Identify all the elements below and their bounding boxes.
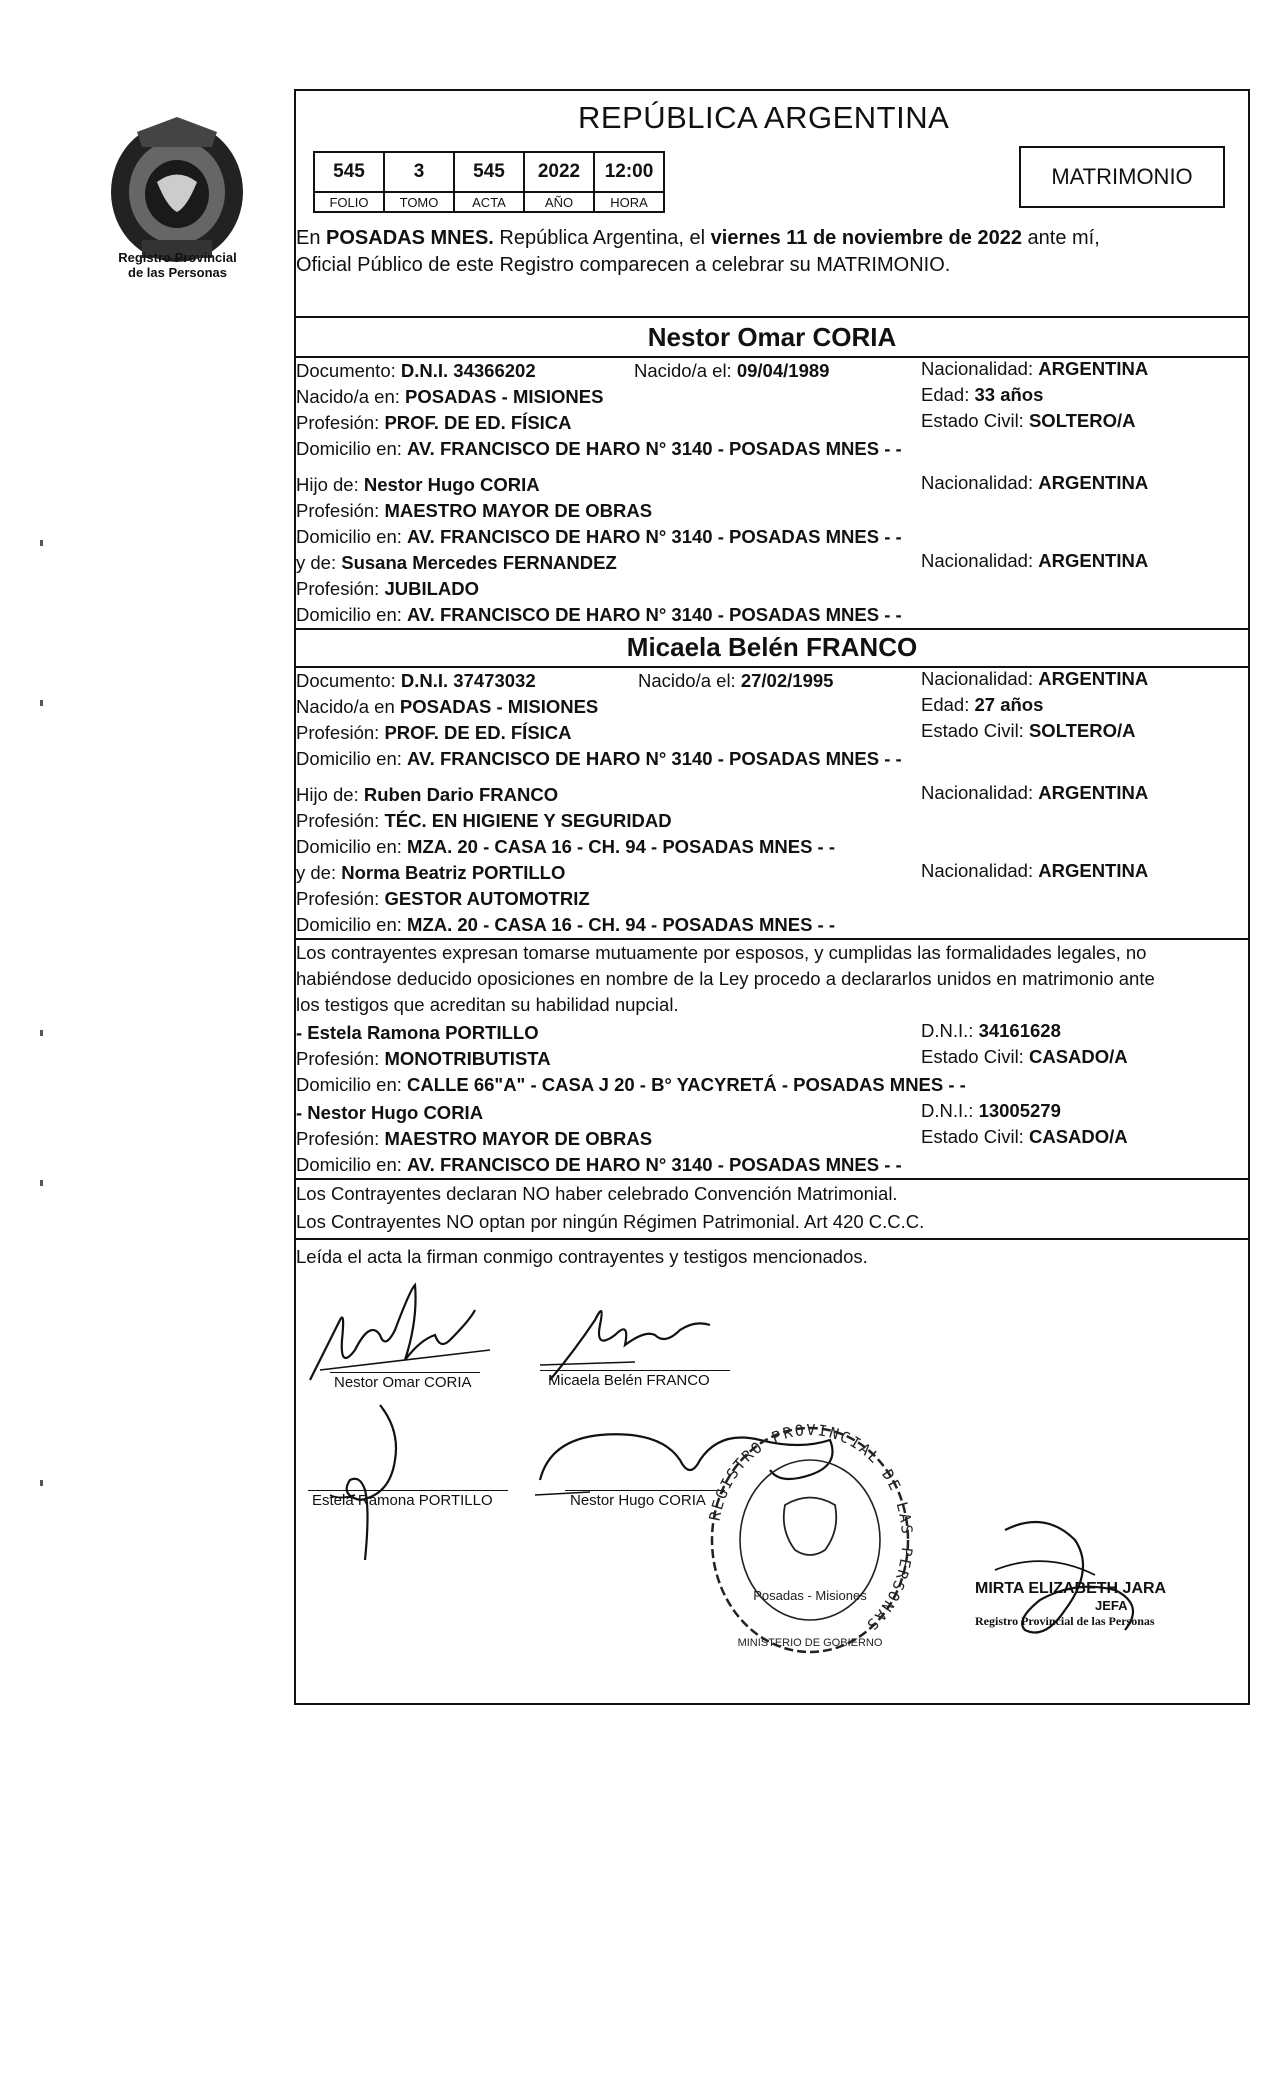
- intro-paragraph: En POSADAS MNES. República Argentina, el viernes 11 de noviembre de 2022 ante mí, Oficial Público de este Registro comparecen a celebrar su MATRIMONIO.: [296, 227, 1100, 276]
- spouse2-father-nacionalidad: Nacionalidad: ARGENTINA: [921, 782, 1149, 803]
- spouse2-father-domicilio: Domicilio en: MZA. 20 - CASA 16 - CH. 94 - POSADAS MNES - -: [296, 836, 836, 857]
- seal-ring-text: REGISTRO PROVINCIAL DE LAS PERSONAS: [705, 1420, 917, 1635]
- folio-label: FOLIO: [314, 192, 384, 212]
- signature-label-witness2: Nestor Hugo CORIA: [570, 1492, 706, 1509]
- tomo-value: 3: [384, 152, 454, 192]
- spouse1-mother-nacionalidad: Nacionalidad: ARGENTINA: [921, 550, 1149, 571]
- spouse2-name: Micaela Belén FRANCO: [626, 632, 918, 662]
- hora-label: HORA: [594, 192, 664, 212]
- spouse1-edad: Edad: 33 años: [921, 384, 1044, 405]
- signature-label-witness1: Estela Ramona PORTILLO: [312, 1492, 493, 1509]
- logo-caption: Registro Provincial de las Personas: [118, 250, 237, 280]
- official-name: MIRTA ELIZABETH JARA: [975, 1580, 1167, 1597]
- witness1-profesion: Profesión: MONOTRIBUTISTA: [296, 1048, 551, 1069]
- witness2-dni: D.N.I.: 13005279: [921, 1100, 1061, 1121]
- declaration-paragraph: Los contrayentes expresan tomarse mutuamente por esposos, y cumplidas las formalidades legales, no habiéndose deducido oposiciones en nombre de la Ley procedo a declararlos unidos en matrimonio ante los testigos que acreditan su habilidad nupcial.: [296, 942, 1155, 1015]
- witness2-profesion: Profesión: MAESTRO MAYOR DE OBRAS: [296, 1128, 653, 1149]
- official-seal: [700, 1410, 920, 1670]
- witness1-domicilio: Domicilio en: CALLE 66"A" - CASA J 20 - B° YACYRETÁ - POSADAS MNES - -: [296, 1074, 966, 1095]
- spouse1-father-name: Hijo de: Nestor Hugo CORIA: [296, 474, 540, 495]
- spouse1-father-domicilio: Domicilio en: AV. FRANCISCO DE HARO N° 3140 - POSADAS MNES - -: [296, 526, 902, 547]
- spouse1-name: Nestor Omar CORIA: [647, 322, 897, 352]
- spouse1-nacido-el: Nacido/a el: 09/04/1989: [634, 360, 830, 381]
- spouse1-nacido-en: Nacido/a en: POSADAS - MISIONES: [296, 386, 604, 407]
- anio-value: 2022: [524, 152, 594, 192]
- signature-witness1: [320, 1400, 440, 1570]
- tomo-label: TOMO: [384, 192, 454, 212]
- witness2-estado-civil: Estado Civil: CASADO/A: [921, 1126, 1128, 1147]
- spouse2-nacionalidad: Nacionalidad: ARGENTINA: [921, 668, 1149, 689]
- conventions-paragraph: Los Contrayentes declaran NO haber celebrado Convención Matrimonial. Los Contrayentes NO optan por ningún Régimen Patrimonial. Art 420 C.C.C.: [296, 1183, 925, 1232]
- witness2-name: - Nestor Hugo CORIA: [296, 1102, 484, 1123]
- witness2-domicilio: Domicilio en: AV. FRANCISCO DE HARO N° 3140 - POSADAS MNES - -: [296, 1154, 902, 1175]
- folio-value: 545: [314, 152, 384, 192]
- registry-table: [313, 151, 665, 213]
- signature-label-spouse1: Nestor Omar CORIA: [334, 1374, 472, 1391]
- hora-value: 12:00: [594, 152, 664, 192]
- spouse2-estado-civil: Estado Civil: SOLTERO/A: [921, 720, 1136, 741]
- official-role: JEFA: [1095, 1598, 1128, 1613]
- spouse1-father-nacionalidad: Nacionalidad: ARGENTINA: [921, 472, 1149, 493]
- witness1-estado-civil: Estado Civil: CASADO/A: [921, 1046, 1128, 1067]
- spouse1-profesion: Profesión: PROF. DE ED. FÍSICA: [296, 412, 572, 433]
- spouse2-mother-domicilio: Domicilio en: MZA. 20 - CASA 16 - CH. 94 - POSADAS MNES - -: [296, 914, 836, 935]
- spouse1-estado-civil: Estado Civil: SOLTERO/A: [921, 410, 1136, 431]
- acta-value: 545: [454, 152, 524, 192]
- document-type-box: MATRIMONIO: [1019, 146, 1225, 208]
- witness1-name: - Estela Ramona PORTILLO: [296, 1022, 539, 1043]
- spouse2-edad: Edad: 27 años: [921, 694, 1044, 715]
- spouse2-profesion: Profesión: PROF. DE ED. FÍSICA: [296, 722, 572, 743]
- spouse1-mother-profesion: Profesión: JUBILADO: [296, 578, 479, 599]
- spouse2-mother-nacionalidad: Nacionalidad: ARGENTINA: [921, 860, 1149, 881]
- seal-bottom-text: MINISTERIO DE GOBIERNO: [737, 1637, 883, 1649]
- seal-inner-text: Posadas - Misiones: [753, 1588, 867, 1603]
- spouse1-father-profesion: Profesión: MAESTRO MAYOR DE OBRAS: [296, 500, 653, 521]
- spouse2-documento: Documento: D.N.I. 37473032: [296, 670, 536, 691]
- spouse2-nacido-en: Nacido/a en POSADAS - MISIONES: [296, 696, 599, 717]
- official-office: Registro Provincial de las Personas: [975, 1614, 1155, 1628]
- closing-text: Leída el acta la firman conmigo contrayentes y testigos mencionados.: [296, 1246, 868, 1267]
- spouse2-domicilio: Domicilio en: AV. FRANCISCO DE HARO N° 3140 - POSADAS MNES - -: [296, 748, 902, 769]
- witness1-dni: D.N.I.: 34161628: [921, 1020, 1061, 1041]
- spouse1-mother-domicilio: Domicilio en: AV. FRANCISCO DE HARO N° 3140 - POSADAS MNES - -: [296, 604, 902, 625]
- anio-label: AÑO: [524, 192, 594, 212]
- spouse2-father-name: Hijo de: Ruben Dario FRANCO: [296, 784, 559, 805]
- spouse1-domicilio: Domicilio en: AV. FRANCISCO DE HARO N° 3140 - POSADAS MNES - -: [296, 438, 902, 459]
- signature-label-spouse2: Micaela Belén FRANCO: [548, 1372, 710, 1389]
- spouse2-mother-profesion: Profesión: GESTOR AUTOMOTRIZ: [296, 888, 590, 909]
- page-title: REPÚBLICA ARGENTINA: [578, 100, 950, 135]
- spouse2-nacido-el: Nacido/a el: 27/02/1995: [638, 670, 834, 691]
- acta-label: ACTA: [454, 192, 524, 212]
- spouse1-nacionalidad: Nacionalidad: ARGENTINA: [921, 358, 1149, 379]
- spouse1-mother-name: y de: Susana Mercedes FERNANDEZ: [296, 552, 617, 573]
- spouse1-documento: Documento: D.N.I. 34366202: [296, 360, 536, 381]
- spouse2-father-profesion: Profesión: TÉC. EN HIGIENE Y SEGURIDAD: [296, 810, 672, 831]
- spouse2-mother-name: y de: Norma Beatriz PORTILLO: [296, 862, 566, 883]
